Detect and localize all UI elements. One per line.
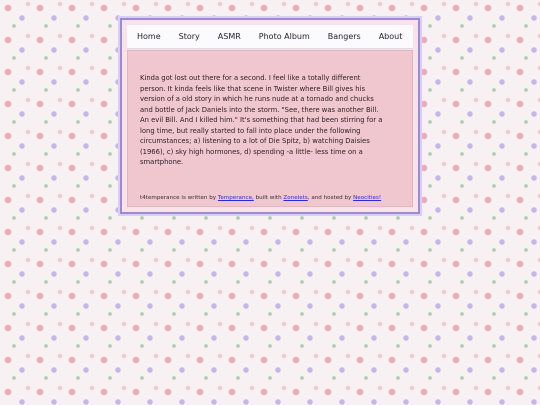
nav-story-link[interactable]: Story xyxy=(178,32,200,41)
footer-hosted-text: , and hosted by xyxy=(307,195,354,201)
author-link[interactable]: Temperance, xyxy=(217,195,254,201)
nav-home-link[interactable]: Home xyxy=(137,32,161,41)
neocities-link[interactable]: Neocities! xyxy=(353,195,382,201)
site-footer xyxy=(140,195,381,201)
footer-prefix: t4temperance is written by xyxy=(140,195,218,201)
nav-photo-album-link[interactable]: Photo Album xyxy=(258,32,310,41)
footer-built-text: built with xyxy=(253,195,284,201)
nav-about-link[interactable]: About xyxy=(378,32,403,41)
page-frame xyxy=(120,18,420,214)
main-content xyxy=(127,50,413,207)
zonelets-link[interactable]: Zonelets xyxy=(283,195,308,201)
nav-asmr-link[interactable]: ASMR xyxy=(217,32,241,41)
post-body: Kinda got lost out there for a second. I feel like a totally different person. It kinda feels like that scene in Twister where Bill gives his version of a old story in which he runs nude at a tornado and chucks and bottle of Jack Daniels into the storm. "See, there was another Bill. An evil Bill. And I killed him." It's something that had been stirring for a long time, but really started to fall into place under the following circumstances; a) listening to a lot of Die Spitz, b) watching Daisies (1966), c) sky high hormones, d) spending -a little- less time on a smartphone. xyxy=(140,74,383,166)
nav-bangers-link[interactable]: Bangers xyxy=(327,32,361,41)
top-nav xyxy=(127,25,413,49)
